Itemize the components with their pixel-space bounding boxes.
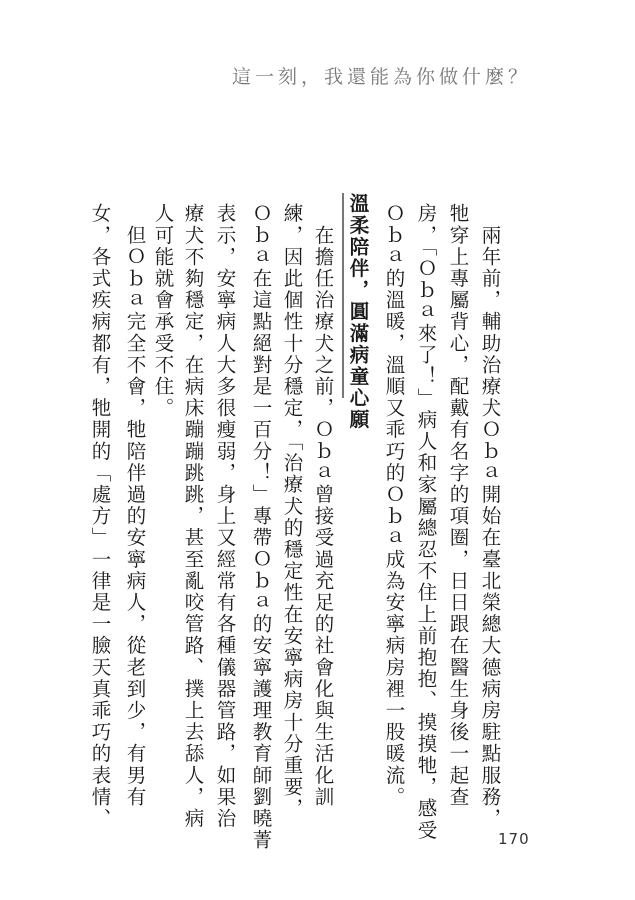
page-number: 170	[498, 830, 530, 848]
text-column-6: 練，因此個性十分穩定，「治療犬的穩定性在安寧病房十分重要，	[280, 203, 304, 820]
section-heading: 溫柔陪伴，圓滿病童心願	[346, 193, 370, 431]
text-column-11: 但Ｏｂａ完全不會，牠陪伴過的安寧病人，從老到少，有男有	[123, 203, 147, 808]
text-column-3: 房，「Ｏｂａ來了！」病人和家屬總忍不住上前抱抱、摸摸牠，感受	[414, 203, 438, 842]
text-column-2: 牠穿上專屬背心，配戴有名字的項圈，日日跟在醫生身後一起查	[446, 203, 470, 808]
text-column-8: 表示，安寧病人大多很瘦弱，身上又經常有各種儀器管路，如果治	[213, 203, 237, 830]
text-column-4: Ｏｂａ的溫暖，溫順又乖巧的Ｏｂａ成為安寧病房裡一股暖流。	[382, 203, 406, 808]
text-column-9: 療犬不夠穩定，在病床蹦蹦跳跳，甚至亂咬管路、撲上去舔人，病	[181, 203, 205, 830]
section-rule	[342, 193, 344, 398]
text-column-7: Ｏｂａ在這點絕對是一百分！」專帶Ｏｂａ的安寧護理教育師劉曉菁	[249, 203, 273, 851]
text-column-1: 兩年前，輔助治療犬Ｏｂａ開始在臺北榮總大德病房駐點服務，	[478, 203, 502, 830]
text-column-5: 在擔任治療犬之前，Ｏｂａ曾接受過充足的社會化與生活化訓	[311, 203, 335, 808]
running-head: 這一刻，我還能為你做什麼？	[231, 66, 531, 88]
text-column-10: 人可能就會承受不住。	[151, 203, 175, 419]
text-column-12: 女，各式疾病都有，牠開的「處方」一律是一臉天真乖巧的表情、	[88, 203, 112, 830]
